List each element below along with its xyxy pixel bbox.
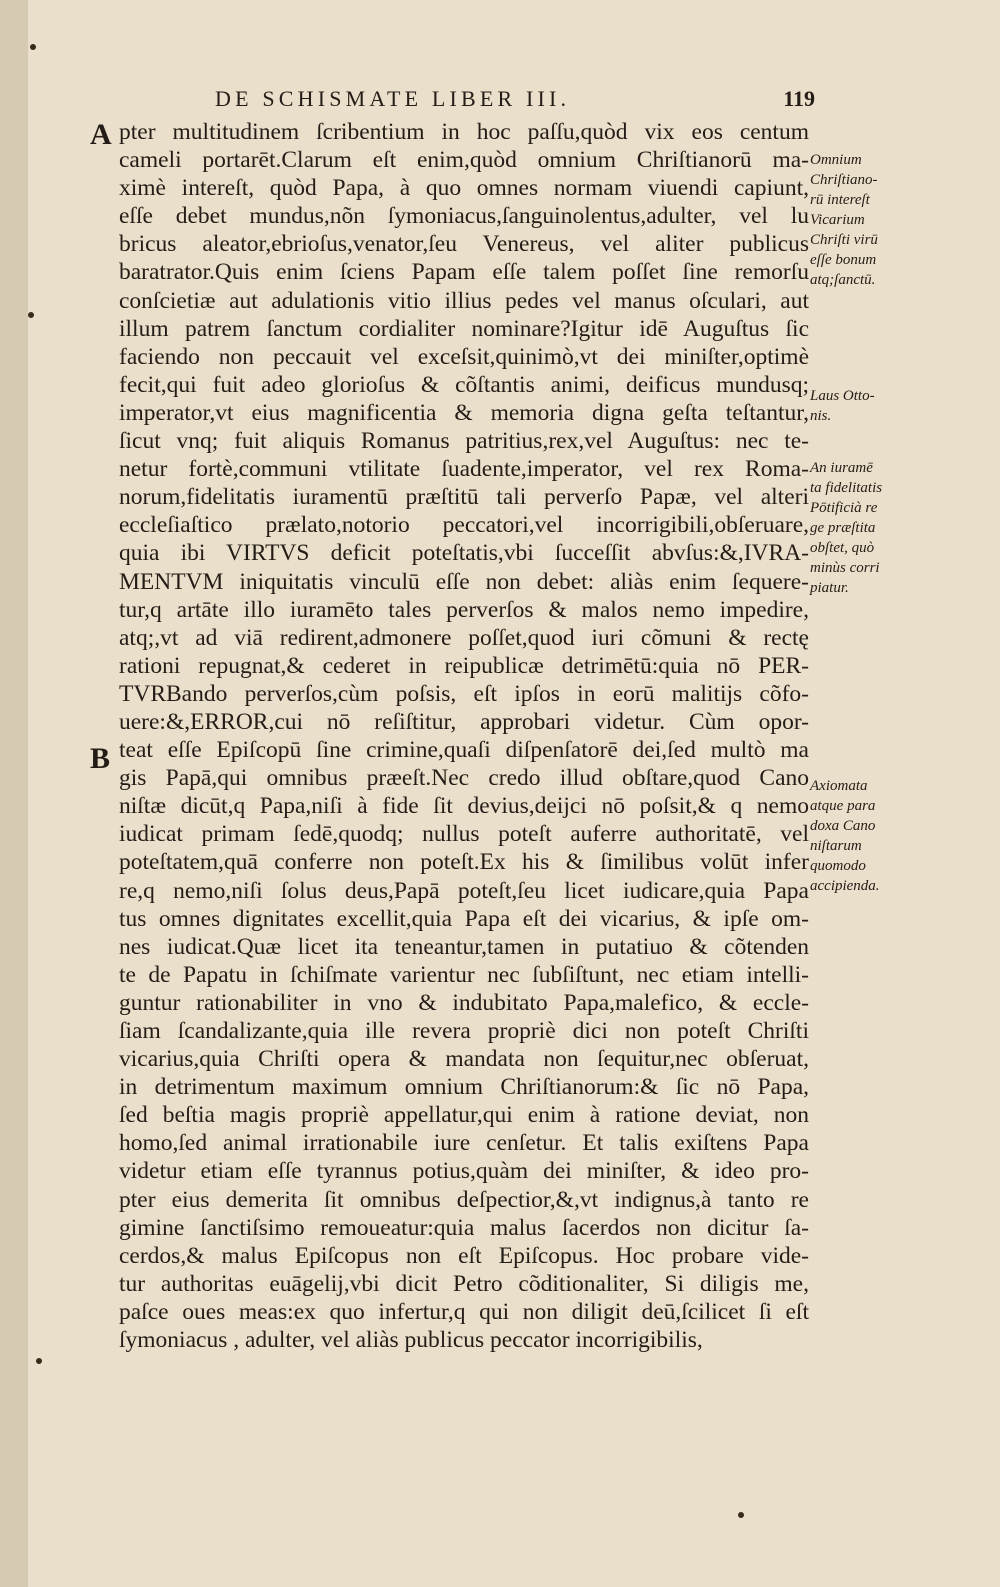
text-line: imperator,vt eius magnificentia & memoria digna geſta teſtantur, [119, 399, 809, 426]
text-line: paſce oues meas:ex quo infertur,q qui non diligit deū,ſcilicet ſi eſt [119, 1298, 809, 1325]
text-line: conſcietiæ aut adulationis vitio illius pedes vel manus oſculari, aut [119, 287, 809, 314]
ink-spot-mark [30, 44, 36, 50]
margin-note-1 [810, 150, 992, 290]
text-line: in detrimentum maximum omnium Chriſtianorum:& ſic nō Papa, [119, 1074, 809, 1101]
margin-note-line: quomodo [810, 858, 866, 874]
ink-spot-mark [36, 1358, 42, 1364]
margin-note-line: niſtarum [810, 838, 862, 854]
text-line: baratrator.Quis enim ſciens Papam eſſe talem poſſet ſine remorſu [119, 259, 809, 286]
margin-note-line: Vicarium [810, 212, 865, 228]
text-line: teat eſſe Epiſcopū ſine crimine,quaſi diſpenſatorē dei,ſed multò ma [119, 737, 809, 764]
margin-note-line: doxa Cano [810, 818, 876, 834]
text-line: guntur rationabiliter in vno & indubitato Papa,malefico, & eccle- [119, 989, 809, 1016]
text-line: poteſtatem,quā conferre non poteſt.Ex his & ſimilibus volūt infer [119, 849, 809, 876]
main-text-block [119, 118, 809, 1354]
text-line: ſiam ſcandalizante,quia ille revera propriè dici non poteſt Chriſti [119, 1018, 809, 1044]
text-line: atq;,vt ad viā redirent,admonere poſſet,quod iuri cõmuni & rectę [119, 624, 809, 651]
text-line: illum patrem ſanctum cordialiter nominare?Igitur idē Auguſtus ſic [119, 315, 809, 342]
text-line: gimine ſanctiſsimo remoueatur:quia malus ſacerdos non dicitur ſa- [119, 1214, 809, 1241]
text-line: gis Papā,qui omnibus præeſt.Nec credo illud obſtare,quod Cano [119, 765, 809, 792]
text-line: pter multitudinem ſcribentium in hoc paſſu,quòd vix eos centum [119, 119, 809, 145]
margin-note-line: ge præſtita [810, 520, 876, 536]
margin-note-line: minùs corri [810, 560, 880, 576]
text-line: faciendo non peccauit vel exceſsit,quinimò,vt dei miniſter,optimè [119, 343, 809, 370]
ink-spot-mark [738, 1512, 744, 1518]
text-line: norum,fidelitatis iuramentū præſtitū tali perverſo Papæ, vel alteri [119, 484, 809, 511]
text-line: cerdos,& malus Epiſcopus non eſt Epiſcopus. Hoc probare vide- [119, 1242, 809, 1269]
page-number: 119 [783, 86, 815, 111]
text-line: tur,q artāte illo iuramēto tales perverſos & malos nemo impedire, [119, 596, 809, 623]
text-line: pter eius demerita ſit omnibus deſpectior,&,vt indignus,à tanto re [119, 1186, 809, 1213]
ink-spot-mark [28, 312, 34, 318]
text-line: rationi repugnat,& cederet in reipublicæ detrimētū:quia nō PER- [119, 652, 809, 679]
text-line: cameli portarēt.Clarum eſt enim,quòd omnium Chriſtianorū ma- [119, 147, 809, 174]
text-line: ſicut vnq; fuit aliquis Romanus patritius,rex,vel Auguſtus: nec te- [119, 428, 809, 455]
margin-note-line: Pōtificià re [810, 500, 878, 516]
text-line: ſymoniacus , adulter, vel aliàs publicus peccator incorrigibilis, [119, 1327, 703, 1354]
text-line: niſtæ dicūt,q Papa,niſi à fide ſit devius,deijci nō poſsit,& q nemo [119, 793, 809, 820]
text-line: nes iudicat.Quæ licet ita teneantur,tamen in putatiuo & cõtenden [119, 933, 809, 960]
text-line: te de Papatu in ſchiſmate varientur nec ſubſiſtunt, nec etiam intelli- [119, 961, 809, 988]
running-head-title: DE SCHISMATE LIBER III. [215, 86, 571, 111]
margin-note-line: rū intereſt [810, 192, 870, 208]
margin-note-line: Axiomata [810, 778, 868, 794]
margin-note-line: ta fidelitatis [810, 480, 883, 496]
margin-note-line: Omnium [810, 152, 862, 168]
text-line: homo,ſed animal irrationabile iure cenſetur. Et talis exiſtens Papa [119, 1130, 809, 1157]
text-line: netur fortè,communi vtilitate ſuadente,imperator, vel rex Roma- [119, 456, 809, 483]
text-line: uere:&,ERROR,cui nō reſiſtitur, approbari videtur. Cùm opor- [119, 708, 809, 735]
margin-note-line: accipienda. [810, 878, 880, 894]
text-line: vicarius,quia Chriſti opera & mandata non ſequitur,nec obſeruat, [119, 1046, 809, 1073]
margin-note-line: nis. [810, 408, 832, 424]
margin-note-3 [810, 458, 992, 598]
text-line: tus omnes dignitates excellit,quia Papa eſt dei vicarius, & ipſe om- [119, 905, 809, 932]
section-letter-b: B [90, 742, 111, 775]
text-line: ximè intereſt, quòd Papa, à quo omnes normam viuendi capiunt, [119, 175, 809, 202]
text-line: tur authoritas euāgelij,vbi dicit Petro cõditionaliter, Si diligis me, [119, 1270, 809, 1297]
margin-note-line: eſſe bonum [810, 252, 877, 268]
text-line: fecit,qui fuit adeo glorioſus & cõſtantis animi, deificus mundusq; [119, 371, 809, 398]
text-line: eccleſiaſtico prælato,notorio peccatori,vel incorrigibili,obſeruare, [119, 512, 809, 539]
text-line: bricus aleator,ebrioſus,venator,ſeu Venereus, vel aliter publicus [119, 231, 809, 258]
margin-note-line: obſtet, quò [810, 540, 875, 556]
text-line: eſſe debet mundus,nõn ſymoniacus,ſanguinolentus,adulter, vel lu [119, 203, 809, 230]
text-line: quia ibi VIRTVS deficit poteſtatis,vbi ſucceſſit abvſus:&,IVRA- [119, 540, 809, 567]
section-letter-a: A [90, 118, 112, 151]
margin-note-line: Chriſtiano- [810, 172, 878, 188]
margin-note-line: piatur. [810, 580, 849, 596]
margin-note-line: Chriſti virū [810, 232, 878, 248]
text-line: MENTVM iniquitatis vinculū eſſe non debet: aliàs enim ſequere- [119, 568, 809, 595]
margin-note-line: An iuramē [810, 460, 873, 476]
text-line: videtur etiam eſſe tyrannus potius,quàm dei miniſter, & ideo pro- [119, 1158, 809, 1185]
margin-note-line: Laus Otto- [810, 388, 875, 404]
margin-note-2 [810, 386, 992, 426]
margin-note-line: atque para [810, 798, 876, 814]
text-line: ſed beſtia magis propriè appellatur,qui enim à ratione deviat, non [119, 1102, 809, 1129]
text-line: iudicat primam ſedē,quodq; nullus poteſt auferre authoritatē, vel [119, 821, 809, 848]
margin-note-4 [810, 776, 992, 896]
margin-note-line: atq;ſanctū. [810, 272, 876, 288]
text-line: re,q nemo,niſi ſolus deus,Papā poteſt,ſeu licet iudicare,quia Papa [119, 877, 809, 904]
text-line: TVRBando perverſos,cùm poſsis, eſt ipſos in eorū malitijs cõfo- [119, 680, 809, 707]
running-head [215, 86, 815, 116]
